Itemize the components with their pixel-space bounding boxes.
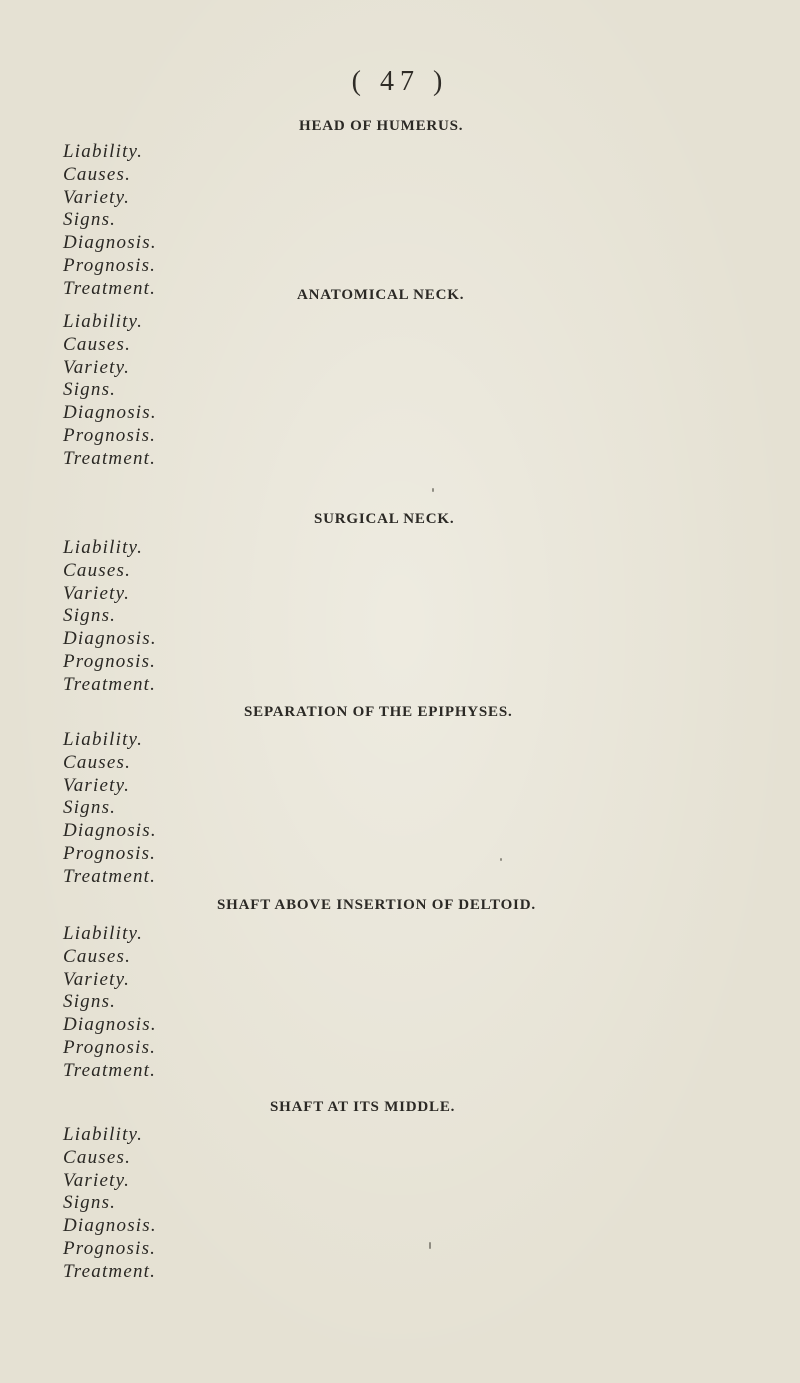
topic-causes: Causes. bbox=[63, 945, 132, 967]
topic-variety: Variety. bbox=[63, 582, 131, 604]
topic-treatment: Treatment. bbox=[63, 673, 157, 695]
topic-prognosis: Prognosis. bbox=[63, 1237, 157, 1259]
topic-list bbox=[63, 729, 157, 889]
topic-signs: Signs. bbox=[63, 1192, 117, 1214]
topic-prognosis: Prognosis. bbox=[63, 842, 157, 864]
topic-diagnosis: Diagnosis. bbox=[63, 232, 157, 254]
topic-list bbox=[63, 537, 157, 697]
topic-signs: Signs. bbox=[63, 209, 117, 231]
topic-causes: Causes. bbox=[63, 751, 132, 773]
topic-signs: Signs. bbox=[63, 991, 117, 1013]
topic-causes: Causes. bbox=[63, 163, 132, 185]
topic-treatment: Treatment. bbox=[63, 447, 157, 469]
topic-liability: Liability. bbox=[63, 311, 144, 332]
topic-variety: Variety. bbox=[63, 356, 131, 378]
section-title: HEAD OF HUMERUS. bbox=[299, 118, 464, 134]
topic-signs: Signs. bbox=[63, 379, 117, 401]
topic-liability: Liability. bbox=[63, 729, 144, 750]
topic-diagnosis: Diagnosis. bbox=[63, 1215, 157, 1237]
topic-prognosis: Prognosis. bbox=[63, 424, 157, 446]
topic-prognosis: Prognosis. bbox=[63, 650, 157, 672]
topic-list bbox=[63, 141, 157, 301]
topic-prognosis: Prognosis. bbox=[63, 254, 157, 276]
topic-signs: Signs. bbox=[63, 797, 117, 819]
topic-treatment: Treatment. bbox=[63, 1059, 157, 1081]
topic-variety: Variety. bbox=[63, 1169, 131, 1191]
topic-treatment: Treatment. bbox=[63, 865, 157, 887]
section-title: ANATOMICAL NECK. bbox=[297, 287, 465, 303]
section-title: SHAFT ABOVE INSERTION OF DELTOID. bbox=[217, 897, 536, 913]
topic-treatment: Treatment. bbox=[63, 1260, 157, 1282]
paper-speck bbox=[429, 1242, 431, 1249]
paper-speck bbox=[432, 488, 434, 492]
topic-variety: Variety. bbox=[63, 186, 131, 208]
section-title: SURGICAL NECK. bbox=[314, 511, 455, 527]
page-number: ( 47 ) bbox=[351, 66, 449, 97]
topic-treatment: Treatment. bbox=[63, 277, 157, 299]
topic-list bbox=[63, 311, 157, 471]
topic-list bbox=[63, 923, 157, 1083]
topic-prognosis: Prognosis. bbox=[63, 1036, 157, 1058]
topic-diagnosis: Diagnosis. bbox=[63, 402, 157, 424]
paper-speck bbox=[500, 858, 502, 861]
topic-liability: Liability. bbox=[63, 141, 144, 162]
section-title: SHAFT AT ITS MIDDLE. bbox=[270, 1099, 456, 1115]
topic-causes: Causes. bbox=[63, 333, 132, 355]
topic-diagnosis: Diagnosis. bbox=[63, 1014, 157, 1036]
topic-variety: Variety. bbox=[63, 774, 131, 796]
topic-liability: Liability. bbox=[63, 1124, 144, 1145]
topic-signs: Signs. bbox=[63, 605, 117, 627]
topic-causes: Causes. bbox=[63, 559, 132, 581]
topic-liability: Liability. bbox=[63, 923, 144, 944]
topic-list bbox=[63, 1124, 157, 1284]
section-title: SEPARATION OF THE EPIPHYSES. bbox=[244, 704, 513, 720]
topic-diagnosis: Diagnosis. bbox=[63, 820, 157, 842]
topic-liability: Liability. bbox=[63, 537, 144, 558]
topic-diagnosis: Diagnosis. bbox=[63, 628, 157, 650]
topic-variety: Variety. bbox=[63, 968, 131, 990]
topic-causes: Causes. bbox=[63, 1146, 132, 1168]
